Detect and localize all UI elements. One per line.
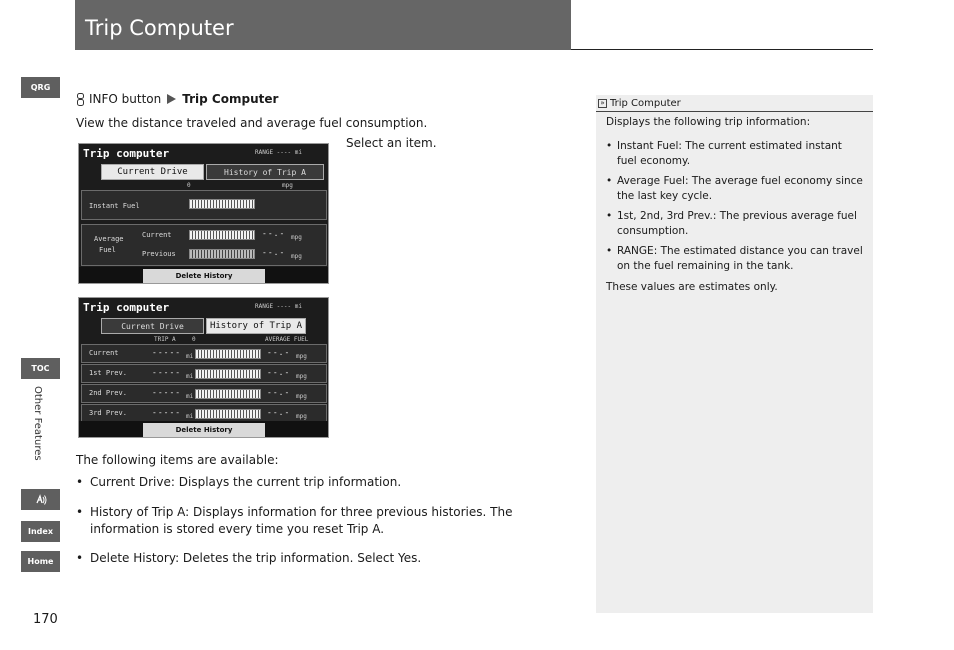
header-rule xyxy=(571,49,873,50)
note-panel xyxy=(596,95,873,613)
index-tab[interactable]: Index xyxy=(21,521,60,542)
current-gauge xyxy=(189,230,255,240)
row-unit-mi: mi xyxy=(186,413,194,420)
previous-label: Previous xyxy=(142,250,176,258)
row-gauge xyxy=(195,349,261,359)
item-desc: : Displays the current trip information. xyxy=(170,475,402,489)
note-term: 1st, 2nd, 3rd Prev. xyxy=(617,210,713,222)
col-zero: 0 xyxy=(192,336,196,343)
list-item xyxy=(76,550,521,567)
list-item xyxy=(76,474,521,491)
note-title: Trip Computer xyxy=(610,97,681,109)
scale-unit: mpg xyxy=(282,182,293,189)
row-unit-mpg: mpg xyxy=(296,353,307,360)
row-label: 2nd Prev. xyxy=(89,389,127,397)
note-lead: Displays the following trip information: xyxy=(606,116,811,128)
note-bullet xyxy=(606,244,864,274)
note-term: RANGE xyxy=(617,245,654,257)
note-term: Average Fuel xyxy=(617,175,685,187)
tab-current-drive[interactable] xyxy=(101,164,204,180)
history-row xyxy=(81,384,327,403)
select-item-text: Select an item. xyxy=(346,136,437,150)
history-row xyxy=(81,344,327,363)
delete-history-button[interactable]: Delete History xyxy=(143,269,265,283)
previous-gauge xyxy=(189,249,255,259)
page-number: 170 xyxy=(33,612,58,627)
item-tail: . xyxy=(417,551,422,565)
row-distance: ----- xyxy=(152,408,182,417)
page-title: Trip Computer xyxy=(85,16,234,40)
screen-title: Trip computer xyxy=(83,301,170,314)
row-gauge xyxy=(195,369,261,379)
list-item xyxy=(76,504,521,538)
item-desc: : Displays information for three previous histories. The information is stored every time you reset Trip A. xyxy=(90,505,513,536)
row-label: Current xyxy=(89,349,119,357)
breadcrumb-start: INFO button xyxy=(89,92,162,106)
tab-label: History of Trip A xyxy=(209,321,303,331)
row-gauge xyxy=(195,409,261,419)
home-tab[interactable]: Home xyxy=(21,551,60,572)
range-readout: RANGE ---- mi xyxy=(255,303,302,310)
instant-fuel-panel xyxy=(81,190,327,220)
note-icon: » xyxy=(598,99,607,108)
instant-fuel-label: Instant Fuel xyxy=(89,202,140,210)
average-label: Average xyxy=(94,235,124,243)
intro-text: View the distance traveled and average fuel consumption. xyxy=(76,116,428,130)
previous-value: --.- xyxy=(262,248,286,257)
history-row xyxy=(81,364,327,383)
tab-history-trip-a[interactable] xyxy=(206,164,324,180)
row-distance: ----- xyxy=(152,368,182,377)
previous-unit: mpg xyxy=(291,253,302,260)
tab-label: Current Drive xyxy=(121,321,184,331)
instant-fuel-gauge xyxy=(189,199,255,209)
voice-icon xyxy=(34,493,48,507)
row-unit-mpg: mpg xyxy=(296,393,307,400)
row-unit-mpg: mpg xyxy=(296,413,307,420)
current-unit: mpg xyxy=(291,234,302,241)
row-unit-mi: mi xyxy=(186,393,194,400)
item-desc: : Deletes the trip information. Select xyxy=(175,551,399,565)
item-term: History of Trip A xyxy=(90,505,186,519)
screen-title: Trip computer xyxy=(83,147,170,160)
row-value: --.- xyxy=(267,408,291,417)
row-label: 3rd Prev. xyxy=(89,409,127,417)
note-header xyxy=(596,95,873,112)
col-trip-a: TRIP A xyxy=(154,336,176,343)
note-desc: : The estimated distance you can travel on the fuel remaining in the tank. xyxy=(617,245,863,272)
screen-history-trip-a xyxy=(78,297,329,438)
delete-history-button[interactable]: Delete History xyxy=(143,423,265,437)
row-unit-mpg: mpg xyxy=(296,373,307,380)
arrow-right-icon xyxy=(167,94,176,104)
tab-current-drive[interactable] xyxy=(101,318,204,334)
tab-label: History of Trip A xyxy=(224,167,306,177)
row-value: --.- xyxy=(267,348,291,357)
row-unit-mi: mi xyxy=(186,353,194,360)
current-value: --.- xyxy=(262,229,286,238)
item-term: Current Drive xyxy=(90,475,171,489)
average-fuel-panel xyxy=(81,224,327,266)
note-desc: : The average fuel economy since the last key cycle. xyxy=(617,175,863,202)
note-bullet xyxy=(606,174,864,204)
note-desc: : The previous average fuel consumption. xyxy=(617,210,857,237)
toc-tab[interactable]: TOC xyxy=(21,358,60,379)
note-bullet xyxy=(606,139,864,169)
breadcrumb xyxy=(76,92,278,106)
qrg-tab[interactable]: QRG xyxy=(21,77,60,98)
header-bar xyxy=(75,0,571,50)
current-label: Current xyxy=(142,231,172,239)
available-heading: The following items are available: xyxy=(76,453,279,467)
item-term: Delete History xyxy=(90,551,176,565)
row-value: --.- xyxy=(267,368,291,377)
screen-current-drive xyxy=(78,143,329,284)
info-button-icon xyxy=(76,93,85,106)
col-average-fuel: AVERAGE FUEL xyxy=(265,336,309,343)
scale-zero: 0 xyxy=(187,182,191,189)
row-label: 1st Prev. xyxy=(89,369,127,377)
item-tail-term: Yes xyxy=(398,551,418,565)
voice-command-tab[interactable] xyxy=(21,489,60,510)
note-footer: These values are estimates only. xyxy=(606,281,778,293)
note-bullet xyxy=(606,209,864,239)
note-term: Instant Fuel xyxy=(617,140,679,152)
row-distance: ----- xyxy=(152,388,182,397)
fuel-label: Fuel xyxy=(99,246,116,254)
range-readout: RANGE ---- mi xyxy=(255,149,302,156)
row-distance: ----- xyxy=(152,348,182,357)
row-value: --.- xyxy=(267,388,291,397)
note-desc: : The current estimated instant fuel economy. xyxy=(617,140,842,167)
section-label: Other Features xyxy=(32,386,43,461)
row-unit-mi: mi xyxy=(186,373,194,380)
row-gauge xyxy=(195,389,261,399)
tab-history-trip-a[interactable] xyxy=(206,318,306,334)
breadcrumb-current: Trip Computer xyxy=(182,92,279,106)
tab-label: Current Drive xyxy=(117,167,188,177)
